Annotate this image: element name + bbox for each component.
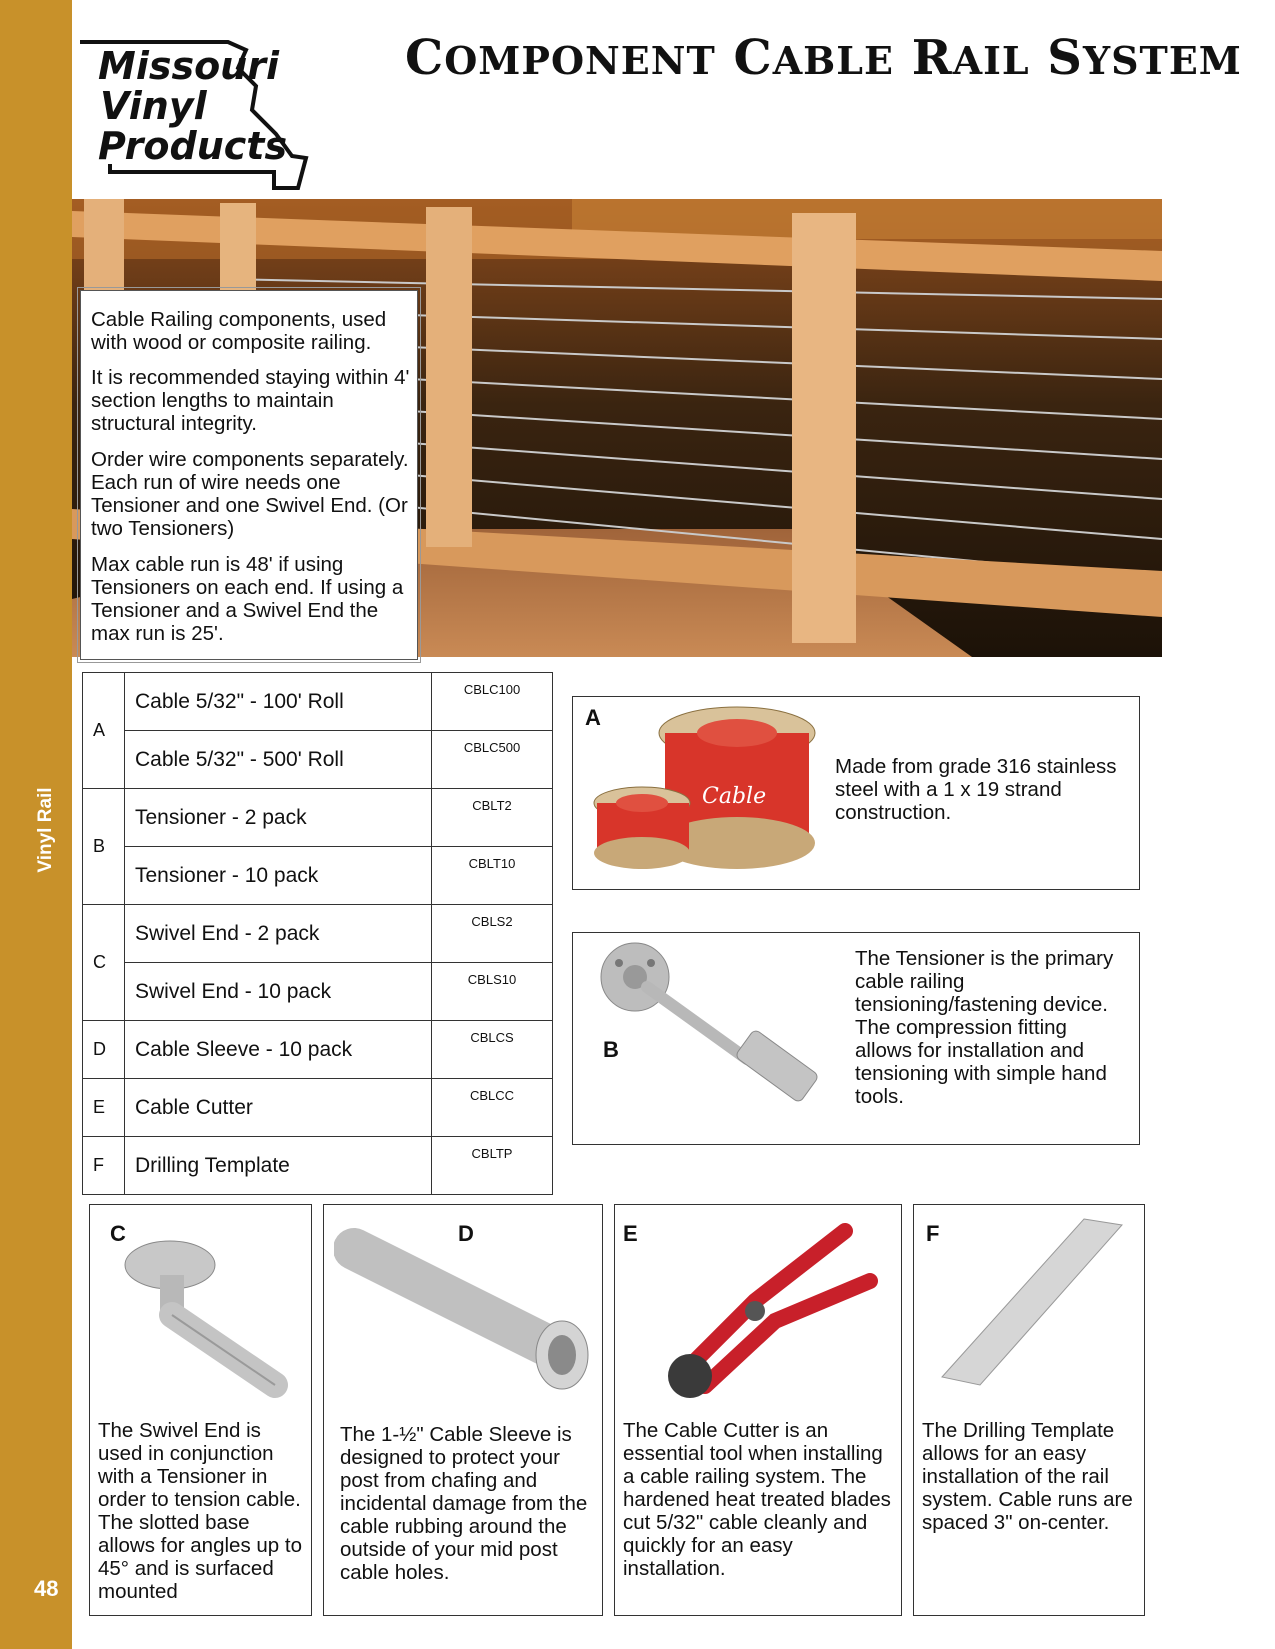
table-cell-code: CBLC500 (432, 731, 553, 789)
sidebar-label: Vinyl Rail (35, 787, 56, 873)
table-row (83, 1079, 553, 1137)
page-title: COMPONENT CABLE RAIL SYSTEM (405, 30, 1242, 86)
product-box-b (572, 932, 1140, 1145)
product-label: B (603, 1037, 619, 1062)
product-description: The 1-½" Cable Sleeve is designed to protect your post from chafing and incidental damage from the cable rubbing around the outside of your mid post cable holes. (340, 1423, 588, 1584)
logo-line-2: Vinyl (100, 84, 207, 128)
product-box-c (89, 1204, 312, 1616)
company-logo (78, 38, 328, 198)
table-cell-code: CBLC100 (432, 673, 553, 731)
table-cell-desc: Cable Cutter (125, 1079, 432, 1137)
table-cell-letter: E (83, 1079, 125, 1137)
table-cell-desc: Swivel End - 2 pack (125, 905, 432, 963)
table-cell-desc: Tensioner - 2 pack (125, 789, 432, 847)
table-cell-letter: D (83, 1021, 125, 1079)
table-row (83, 963, 553, 1021)
product-description: The Cable Cutter is an essential tool when installing a cable railing system. The hardened heat treated blades cut 5/32" cable cleanly and quickly for an easy installation. (623, 1419, 891, 1580)
table-cell-desc: Tensioner - 10 pack (125, 847, 432, 905)
table-row (83, 905, 553, 963)
table-row (83, 1021, 553, 1079)
table-row (83, 847, 553, 905)
product-box-d (323, 1204, 603, 1616)
table-cell-code: CBLTP (432, 1137, 553, 1195)
info-box (80, 290, 418, 660)
table-cell-letter: A (83, 673, 125, 789)
table-row (83, 731, 553, 789)
product-label: E (623, 1221, 638, 1246)
cable-cutter-image (645, 1211, 885, 1401)
table-cell-code: CBLS10 (432, 963, 553, 1021)
table-cell-code: CBLT10 (432, 847, 553, 905)
swivel-end-image (110, 1225, 300, 1405)
logo-line-1: Missouri (98, 44, 280, 88)
table-cell-desc: Cable 5/32" - 100' Roll (125, 673, 432, 731)
table-cell-code: CBLS2 (432, 905, 553, 963)
svg-text:Cable: Cable (702, 784, 767, 809)
product-box-e (614, 1204, 902, 1616)
logo-line-3: Products (98, 124, 288, 168)
table-row (83, 1137, 553, 1195)
tensioner-image (597, 939, 837, 1129)
product-description: The Tensioner is the primary cable railing tensioning/fastening device. The compression fitting allows for installation and tensioning with simple hand tools. (855, 947, 1114, 1108)
info-paragraph: It is recommended staying within 4' section lengths to maintain structural integrity. (91, 366, 410, 435)
product-description: The Drilling Template allows for an easy installation of the rail system. Cable runs are spaced 3" on-center. (922, 1419, 1133, 1534)
table-cell-desc: Drilling Template (125, 1137, 432, 1195)
sidebar (0, 0, 72, 1649)
parts-table (82, 672, 553, 1195)
table-cell-letter: B (83, 789, 125, 905)
product-label: F (926, 1221, 940, 1246)
info-paragraph: Cable Railing components, used with wood or composite railing. (91, 308, 387, 354)
table-cell-letter: F (83, 1137, 125, 1195)
table-cell-desc: Swivel End - 10 pack (125, 963, 432, 1021)
table-cell-code: CBLCS (432, 1021, 553, 1079)
product-box-f (913, 1204, 1145, 1616)
table-cell-code: CBLT2 (432, 789, 553, 847)
product-label: C (110, 1221, 126, 1246)
cable-sleeve-image (334, 1219, 594, 1399)
info-paragraph: Max cable run is 48' if using Tensioners on each end. If using a Tensioner and a Swivel End the max run is 25'. (91, 553, 404, 645)
table-cell-desc: Cable 5/32" - 500' Roll (125, 731, 432, 789)
drilling-template-image (934, 1213, 1134, 1393)
table-row (83, 673, 553, 731)
product-box-a (572, 696, 1140, 890)
page-number: 48 (34, 1576, 59, 1601)
cable-spool-image (587, 703, 827, 883)
product-description: Made from grade 316 stainless steel with a 1 x 19 strand construction. (835, 755, 1117, 824)
table-row (83, 789, 553, 847)
product-label: A (585, 705, 601, 730)
info-paragraph: Order wire components separately. Each run of wire needs one Tensioner and one Swivel End. (Or two Tensioners) (91, 448, 409, 540)
product-description: The Swivel End is used in conjunction with a Tensioner in order to tension cable. The slotted base allows for angles up to 45° and is surfaced mounted (98, 1419, 302, 1603)
product-label: D (458, 1221, 474, 1246)
table-cell-code: CBLCC (432, 1079, 553, 1137)
table-cell-letter: C (83, 905, 125, 1021)
table-cell-desc: Cable Sleeve - 10 pack (125, 1021, 432, 1079)
